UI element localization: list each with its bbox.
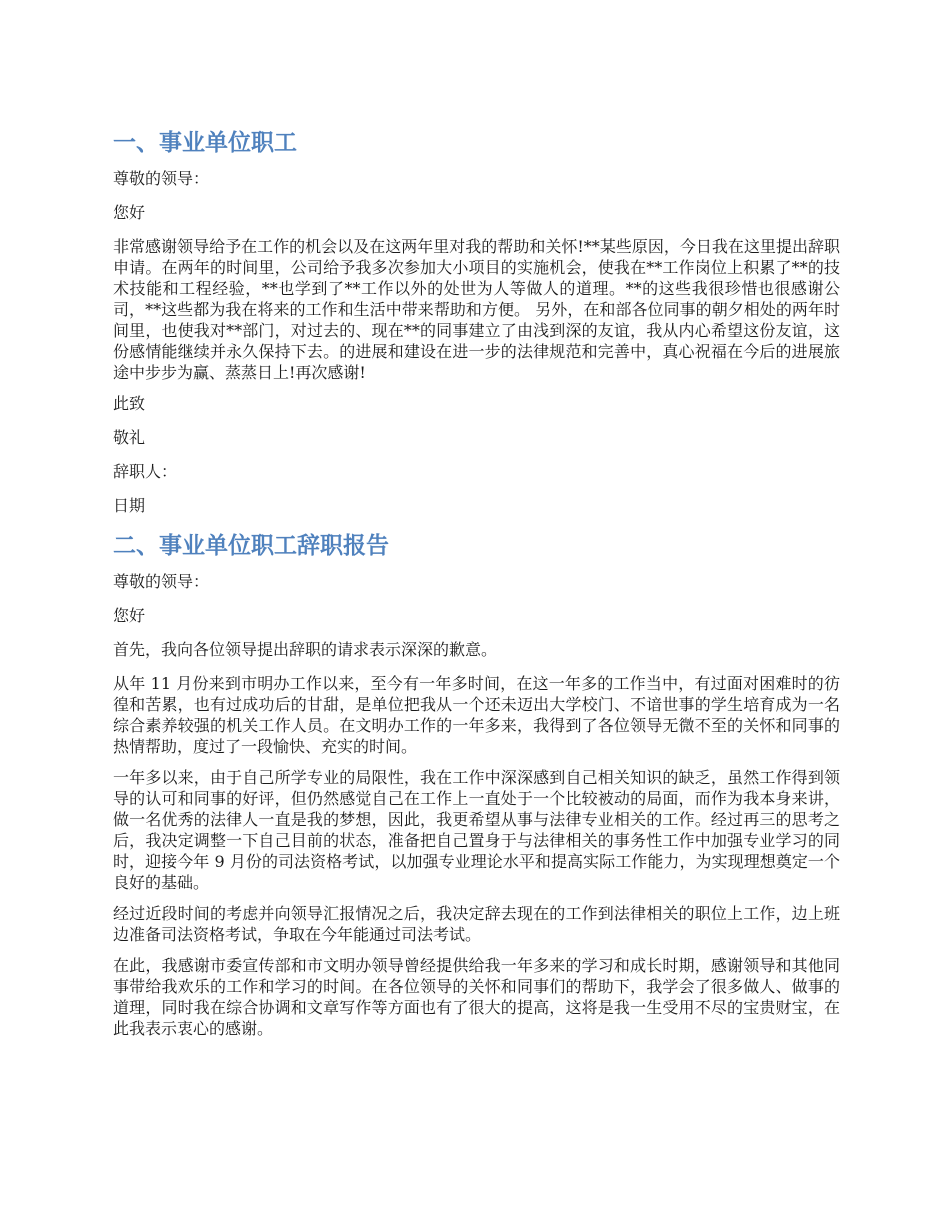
section-1-signer: 辞职人：	[113, 462, 178, 481]
section-1-salutation: 尊敬的领导：	[113, 169, 210, 188]
section-2-greeting: 您好	[113, 606, 146, 625]
section-2-paragraph: 一年多以来，由于自己所学专业的局限性，我在工作中深深感到自己相关知识的缺乏，虽然工作得到领导的认可和同事的好评，但仍然感觉自己在工作上一直处于一个比较被动的局面，而作为我本身来讲，做一名优秀的法律人一直是我的梦想，因此，我更希望从事与法律专业相关的工作。经过再三的思考之后，我决定调整一下自己目前的状态，准备把自己置身于与法律相关的事务性工作中加强专业学习的同时，迎接今年 9 月份的司法资格考试，以加强专业理论水平和提高实际工作能力，为实现理想奠定一个良好的基础。	[113, 768, 840, 892]
document-page	[113, 126, 840, 1049]
section-2-paragraph: 经过近段时间的考虑并向领导汇报情况之后，我决定辞去现在的工作到法律相关的职位上工作，边上班边准备司法资格考试，争取在今年能通过司法考试。	[113, 904, 840, 944]
section-1-body: 非常感谢领导给予在工作的机会以及在这两年里对我的帮助和关怀!**某些原因，今日我在这里提出辞职申请。在两年的时间里，公司给予我多次参加大小项目的实施机会，使我在**工作岗位上积累了**的技术技能和工程经验，**也学到了**工作以外的处世为人等做人的道理。**的这些我很珍惜也很感谢公司，**这些都为我在将来的工作和生活中带来帮助和方便。 另外，在和部各位同事的朝夕相处的两年时间里，也使我对**部门，对过去的、现在**的同事建立了由浅到深的友谊，我从内心希望这份友谊，这份感情能继续并永久保持下去。的进展和建设在进一步的法律规范和完善中，真心祝福在今后的进展旅途中步步为赢、蒸蒸日上!再次感谢!	[113, 237, 840, 382]
section-2-paragraph: 首先，我向各位领导提出辞职的请求表示深深的歉意。	[113, 640, 498, 659]
section-2-heading: 二、事业单位职工辞职报告	[113, 533, 389, 559]
section-2-paragraph: 在此，我感谢市委宣传部和市文明办领导曾经提供给我一年多来的学习和成长时期，感谢领导和其他同事带给我欢乐的工作和学习的时间。在各位领导的关怀和同事们的帮助下，我学会了很多做人、做事的道理，同时我在综合协调和文章写作等方面也有了很大的提高，这将是我一生受用不尽的宝贵财宝，在此我表示衷心的感谢。	[113, 956, 840, 1038]
section-2-paragraph: 从年 11 月份来到市明办工作以来，至今有一年多时间，在这一年多的工作当中，有过面对困难时的彷徨和苦累，也有过成功后的甘甜，是单位把我从一个还未迈出大学校门、不谙世事的学生培育成为一名综合素养较强的机关工作人员。在文明办工作的一年多来，我得到了各位领导无微不至的关怀和同事的热情帮助，度过了一段愉快、充实的时间。	[113, 674, 840, 756]
section-1-date: 日期	[113, 496, 146, 515]
section-1-closing-2: 敬礼	[113, 428, 146, 447]
section-2-salutation: 尊敬的领导：	[113, 572, 210, 591]
section-1-greeting: 您好	[113, 203, 146, 222]
section-1-closing-1: 此致	[113, 394, 146, 413]
section-1-heading: 一、事业单位职工	[113, 130, 297, 156]
